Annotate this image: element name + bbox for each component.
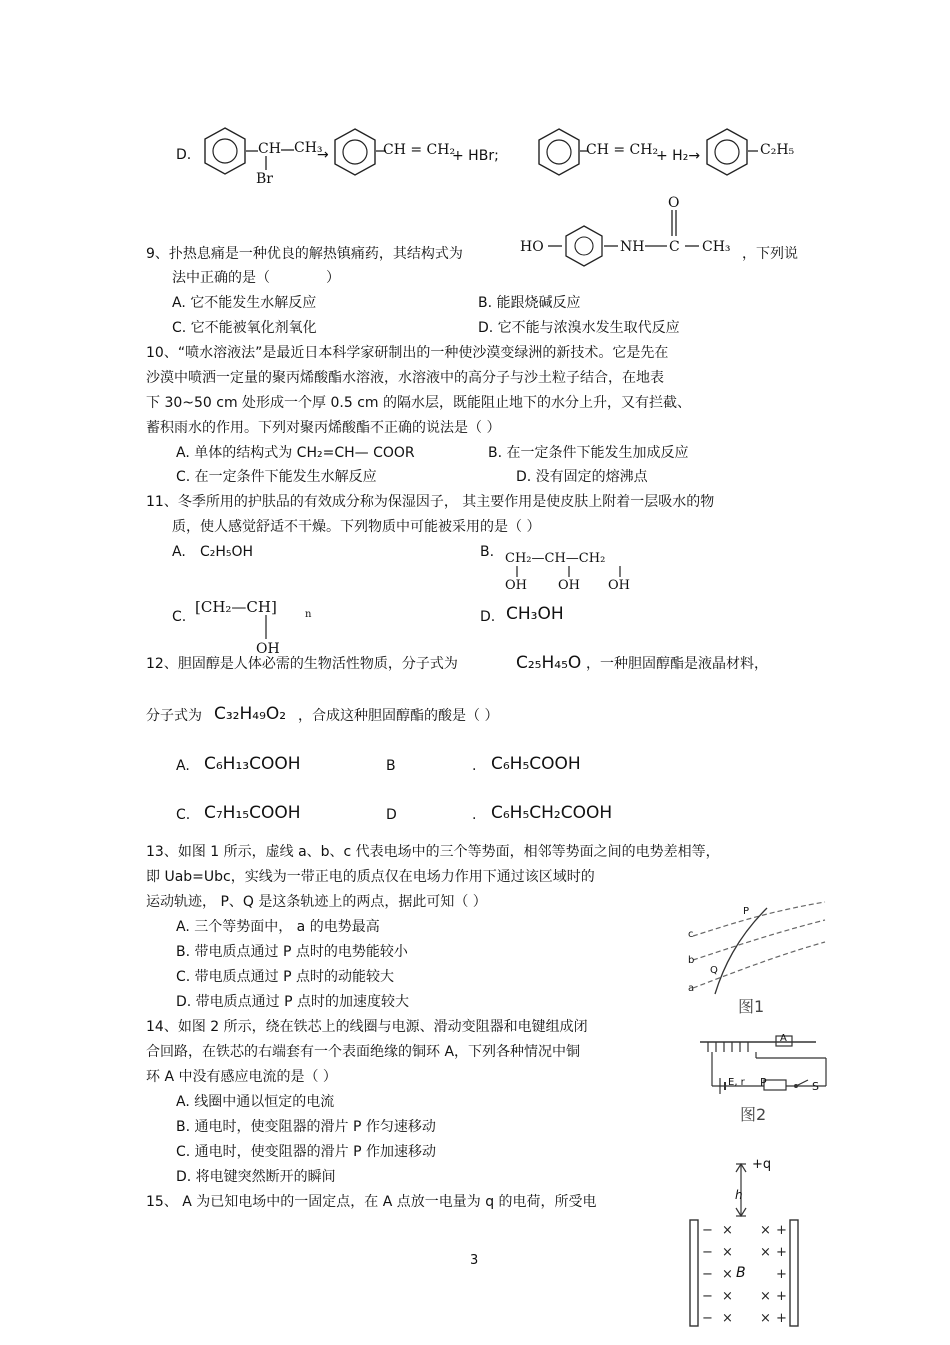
svg-text:×: × <box>722 1311 733 1326</box>
q11-option-a-label: A. <box>172 544 186 560</box>
r1-br: Br <box>256 171 273 187</box>
svg-text:−: − <box>702 1289 713 1304</box>
q9-stem-c: 法中正确的是（ ） <box>172 270 340 286</box>
q9-struct-ch3: CH₃ <box>702 239 731 255</box>
figure-2-label-p: P <box>760 1076 767 1089</box>
q13-option-c: C. 带电质点通过 P 点时的动能较大 <box>176 969 395 985</box>
q10-line-4: 蓄积雨水的作用。下列对聚丙烯酸酯不正确的说法是（ ） <box>146 420 501 436</box>
q12-option-d-label: D <box>386 807 397 823</box>
q12-line-2-b: ，合成这种胆固醇酯的酸是（ ） <box>298 708 499 724</box>
p1-hbr: + HBr; <box>452 148 499 164</box>
figure-1-label-c: c <box>688 929 694 940</box>
q10-option-d: D. 没有固定的熔沸点 <box>516 469 648 485</box>
figure-3-label-q: +q <box>752 1157 772 1172</box>
q11-line-1: 11、冬季所用的护肤品的有效成分称为保湿因子， 其主要作用是使皮肤上附着一层吸水的物 <box>146 494 715 510</box>
figure-3-field-plates <box>686 1158 816 1330</box>
q9-struct-o: O <box>668 195 680 211</box>
q12-formula-1: C₂₅H₄₅O <box>516 653 582 673</box>
q14-option-c: C. 通电时，使变阻器的滑片 P 作加速移动 <box>176 1144 437 1160</box>
q10-line-1: 10、“喷水溶液法”是最近日本科学家研制出的一种使沙漠变绿洲的新技术。它是先在 <box>146 345 669 361</box>
q12-option-a-label: A. <box>176 758 190 774</box>
figure-3-label-b: B <box>736 1265 746 1281</box>
q14-line-1: 14、如图 2 所示，绕在铁芯上的线圈与电源、滑动变阻器和电键组成闭 <box>146 1019 588 1035</box>
q9-option-b: B. 能跟烧碱反应 <box>478 295 581 311</box>
q12-option-d: C₆H₅CH₂COOH <box>491 803 613 823</box>
q9-struct-ho: HO <box>520 239 544 255</box>
svg-text:+: + <box>776 1267 787 1282</box>
svg-text:×: × <box>760 1223 771 1238</box>
q11-option-b-label: B. <box>480 544 495 560</box>
q12-line-1-a: 12、胆固醇是人体必需的生物活性物质，分子式为 <box>146 656 458 672</box>
q12-option-c-label: C. <box>176 807 191 823</box>
q13-option-a: A. 三个等势面中， a 的电势最高 <box>176 919 380 935</box>
q11-option-d: CH₃OH <box>506 604 564 624</box>
svg-text:+: + <box>776 1245 787 1260</box>
benzene-ring-3 <box>534 127 584 177</box>
svg-text:+: + <box>776 1311 787 1326</box>
q12-option-b-dot: . <box>472 758 477 774</box>
figure-2-label-er: E, r <box>728 1077 745 1088</box>
svg-text:+: + <box>776 1223 787 1238</box>
figure-1-label-q: Q <box>710 965 718 976</box>
q11-line-2: 质，使人感觉舒适不干燥。下列物质中可能被采用的是（ ） <box>172 519 541 535</box>
svg-text:×: × <box>722 1223 733 1238</box>
svg-text:−: − <box>702 1267 713 1282</box>
q10-option-c: C. 在一定条件下能发生水解反应 <box>176 469 377 485</box>
p1-group: CH = CH₂ <box>383 142 456 158</box>
p2-group: C₂H₅ <box>760 142 795 158</box>
r1-ch3: CH₃ <box>294 140 323 156</box>
benzene-ring-1 <box>200 126 250 176</box>
q12-formula-2: C₃₂H₄₉O₂ <box>214 704 287 724</box>
glycerol-top: CH₂—CH—CH₂ <box>505 551 606 566</box>
q11-option-a: C₂H₅OH <box>200 544 254 560</box>
svg-text:×: × <box>760 1289 771 1304</box>
glycerol-oh-2: OH <box>558 578 580 593</box>
q9-option-d: D. 它不能与浓溴水发生取代反应 <box>478 320 680 336</box>
figure-1-equipotential <box>685 898 830 998</box>
q11-option-d-label: D. <box>480 609 496 625</box>
svg-text:−: − <box>702 1223 713 1238</box>
r2-h2: + H₂→ <box>656 148 701 164</box>
r2-group: CH = CH₂ <box>586 142 659 158</box>
q8-d-label: D. <box>176 147 192 163</box>
q14-option-d: D. 将电键突然断开的瞬间 <box>176 1169 336 1185</box>
page-number: 3 <box>470 1253 479 1268</box>
q9-option-c: C. 它不能被氧化剂氧化 <box>172 320 317 336</box>
svg-text:×: × <box>760 1245 771 1260</box>
figure-1-label-p: P <box>743 906 750 917</box>
q12-option-a: C₆H₁₃COOH <box>204 754 301 774</box>
benzene-ring-2 <box>330 127 380 177</box>
polymer-oh: OH <box>256 641 280 657</box>
q13-line-1: 13、如图 1 所示，虚线 a、b、c 代表电场中的三个等势面，相邻等势面之间的电势差相等， <box>146 844 720 860</box>
q9-stem-b: ，下列说 <box>742 246 798 262</box>
svg-text:×: × <box>722 1245 733 1260</box>
polymer-main: [CH₂—CH] <box>195 598 277 616</box>
q13-line-3: 运动轨迹， P、Q 是这条轨迹上的两点，据此可知（ ） <box>146 894 487 910</box>
svg-text:×: × <box>722 1289 733 1304</box>
q9-struct-c: C <box>669 239 680 255</box>
svg-text:−: − <box>702 1311 713 1326</box>
q12-option-b-label: B <box>386 758 396 774</box>
figure-2-label-a: A <box>780 1033 787 1044</box>
figure-1-label-b: b <box>688 955 695 966</box>
polymer-bond <box>263 615 269 643</box>
glycerol-oh-3: OH <box>608 578 630 593</box>
q9-struct-nh: NH <box>620 239 645 255</box>
q12-option-d-dot: . <box>472 807 477 823</box>
q12-line-1-b: ，一种胆固醇酯是液晶材料， <box>586 656 768 672</box>
figure-1-label-a: a <box>688 983 695 994</box>
figure-2-caption: 图2 <box>740 1105 767 1124</box>
r1-arrow: → <box>317 147 329 163</box>
q12-line-2-a: 分子式为 <box>146 708 202 724</box>
figure-1-caption: 图1 <box>738 997 765 1016</box>
benzene-ring-4 <box>702 127 752 177</box>
q10-option-a: A. 单体的结构式为 CH₂=CH— COOR <box>176 445 415 461</box>
figure-2-label-s: S <box>812 1080 819 1093</box>
q12-option-c: C₇H₁₅COOH <box>204 803 301 823</box>
q13-line-2: 即 Uab=Ubc，实线为一带正电的质点仅在电场力作用下通过该区域时的 <box>146 869 595 885</box>
svg-text:×: × <box>722 1267 733 1282</box>
q14-line-2: 合回路，在铁芯的右端套有一个表面绝缘的铜环 A，下列各种情况中铜 <box>146 1044 581 1060</box>
q13-option-d: D. 带电质点通过 P 点时的加速度较大 <box>176 994 410 1010</box>
q14-option-a: A. 线圈中通以恒定的电流 <box>176 1094 335 1110</box>
svg-text:+: + <box>776 1289 787 1304</box>
q14-option-b: B. 通电时，使变阻器的滑片 P 作匀速移动 <box>176 1119 436 1135</box>
svg-text:×: × <box>760 1311 771 1326</box>
q13-option-b: B. 带电质点通过 P 点时的电势能较小 <box>176 944 408 960</box>
svg-text:−: − <box>702 1245 713 1260</box>
q12-option-b: C₆H₅COOH <box>491 754 581 774</box>
q15-line-1: 15、 A 为已知电场中的一固定点，在 A 点放一电量为 q 的电荷，所受电 <box>146 1194 597 1210</box>
figure-3-label-h: h <box>735 1188 743 1202</box>
q10-option-b: B. 在一定条件下能发生加成反应 <box>488 445 689 461</box>
q9-option-a: A. 它不能发生水解反应 <box>172 295 317 311</box>
polymer-n: n <box>305 609 312 620</box>
glycerol-oh-1: OH <box>505 578 527 593</box>
q10-line-3: 下 30~50 cm 处形成一个厚 0.5 cm 的隔水层，既能阻止地下的水分上升，又有拦截、 <box>146 395 691 411</box>
q10-line-2: 沙漠中喷洒一定量的聚丙烯酸酯水溶液，水溶液中的高分子与沙土粒子结合，在地表 <box>146 370 664 386</box>
r1-ch: CH <box>258 141 281 157</box>
q9-stem-a: 9、扑热息痛是一种优良的解热镇痛药，其结构式为 <box>146 246 463 262</box>
q11-option-c-label: C. <box>172 609 187 625</box>
q14-line-3: 环 A 中没有感应电流的是（ ） <box>146 1069 337 1085</box>
